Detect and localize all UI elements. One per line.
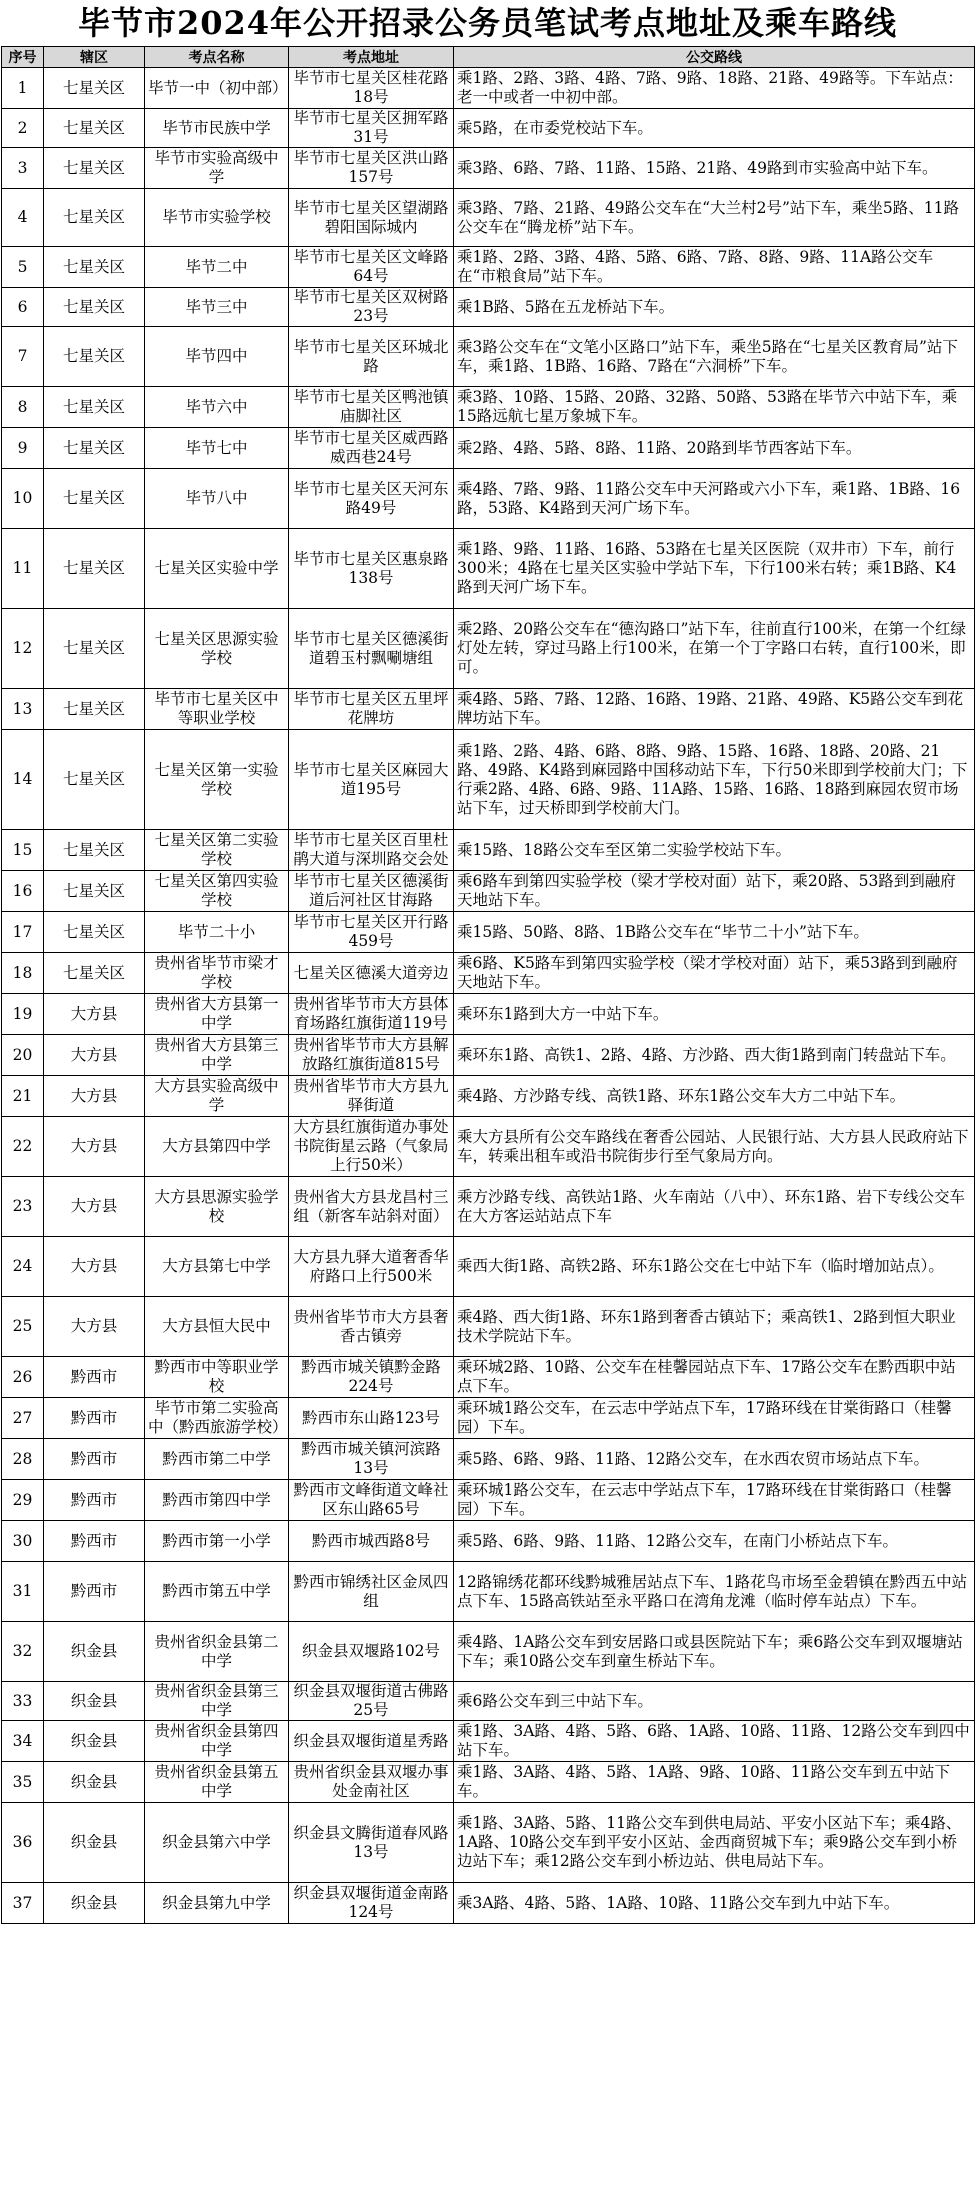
cell-bus-route: 乘2路、4路、5路、8路、11路、20路到毕节西客站下车。 (454, 428, 975, 469)
cell-venue-address: 织金县双堰街道金南路124号 (289, 1883, 454, 1924)
cell-bus-route: 乘环城2路、10路、公交车在桂馨园站点下车、17路公交车在黔西职中站点下车。 (454, 1357, 975, 1398)
cell-venue-address: 毕节市七星关区望湖路碧阳国际城内 (289, 189, 454, 247)
cell-venue-name: 大方县第七中学 (145, 1237, 289, 1297)
cell-no: 35 (2, 1762, 44, 1803)
cell-no: 33 (2, 1682, 44, 1721)
table-row (2, 247, 975, 288)
cell-venue-name: 七星关区第一实验学校 (145, 730, 289, 830)
cell-venue-name: 黔西市中等职业学校 (145, 1357, 289, 1398)
cell-bus-route: 乘环东1路到大方一中站下车。 (454, 994, 975, 1035)
cell-bus-route: 乘5路，在市委党校站下车。 (454, 109, 975, 148)
cell-bus-route: 乘3路、7路、21路、49路公交车在“大兰村2号”站下车，乘坐5路、11路公交车在“腾龙桥”站下车。 (454, 189, 975, 247)
cell-no: 8 (2, 387, 44, 428)
cell-no: 26 (2, 1357, 44, 1398)
table-row (2, 1035, 975, 1076)
cell-venue-name: 毕节市实验高级中学 (145, 148, 289, 189)
table-row (2, 1480, 975, 1521)
cell-venue-name: 七星关区思源实验学校 (145, 609, 289, 689)
cell-venue-address: 黔西市东山路123号 (289, 1398, 454, 1439)
cell-bus-route: 乘15路、50路、8路、1B路公交车在“毕节二十小”站下车。 (454, 912, 975, 953)
cell-venue-address: 毕节市七星关区鸭池镇庙脚社区 (289, 387, 454, 428)
cell-bus-route: 乘3路、6路、7路、11路、15路、21路、49路到市实验高中站下车。 (454, 148, 975, 189)
cell-no: 29 (2, 1480, 44, 1521)
cell-venue-address: 织金县双堰路102号 (289, 1622, 454, 1682)
cell-venue-address: 毕节市七星关区环城北路 (289, 327, 454, 387)
table-row (2, 148, 975, 189)
cell-bus-route: 乘环城1路公交车，在云志中学站点下车，17路环线在甘棠街路口（桂馨园）下车。 (454, 1398, 975, 1439)
cell-no: 23 (2, 1177, 44, 1237)
cell-no: 7 (2, 327, 44, 387)
cell-no: 5 (2, 247, 44, 288)
table-row (2, 1562, 975, 1622)
header-no: 序号 (2, 47, 44, 68)
cell-venue-address: 毕节市七星关区百里杜鹃大道与深圳路交会处 (289, 830, 454, 871)
cell-venue-address: 贵州省织金县双堰办事处金南社区 (289, 1762, 454, 1803)
cell-district: 织金县 (44, 1762, 145, 1803)
cell-district: 黔西市 (44, 1562, 145, 1622)
cell-venue-name: 毕节市七星关区中等职业学校 (145, 689, 289, 730)
cell-venue-address: 毕节市七星关区洪山路157号 (289, 148, 454, 189)
cell-bus-route: 乘5路、6路、9路、11路、12路公交车，在南门小桥站点下车。 (454, 1521, 975, 1562)
cell-no: 31 (2, 1562, 44, 1622)
cell-bus-route: 乘4路、7路、9路、11路公交车中天河路或六小下车，乘1路、1B路、16路，53路、K4路到天河广场下车。 (454, 469, 975, 529)
cell-venue-address: 毕节市七星关区惠泉路138号 (289, 529, 454, 609)
table-row (2, 428, 975, 469)
cell-bus-route: 乘6路、K5路车到第四实验学校（梁才学校对面）站下，乘53路到到融府天地站下车。 (454, 953, 975, 994)
cell-no: 25 (2, 1297, 44, 1357)
cell-venue-name: 黔西市第五中学 (145, 1562, 289, 1622)
cell-no: 3 (2, 148, 44, 189)
table-row (2, 529, 975, 609)
cell-venue-name: 织金县第六中学 (145, 1803, 289, 1883)
table-row (2, 871, 975, 912)
cell-bus-route: 乘6路车到第四实验学校（梁才学校对面）站下，乘20路、53路到到融府天地站下车。 (454, 871, 975, 912)
cell-venue-name: 大方县第四中学 (145, 1117, 289, 1177)
cell-bus-route: 乘4路、1A路公交车到安居路口或县医院站下车；乘6路公交车到双堰塘站下车；乘10路公交车到童生桥站下车。 (454, 1622, 975, 1682)
cell-venue-address: 毕节市七星关区威西路威西巷24号 (289, 428, 454, 469)
table-row (2, 1117, 975, 1177)
cell-no: 20 (2, 1035, 44, 1076)
cell-venue-name: 贵州省大方县第三中学 (145, 1035, 289, 1076)
cell-no: 10 (2, 469, 44, 529)
cell-bus-route: 乘4路、西大街1路、环东1路到奢香古镇站下；乘高铁1、2路到恒大职业技术学院站下车。 (454, 1297, 975, 1357)
cell-district: 织金县 (44, 1622, 145, 1682)
cell-no: 21 (2, 1076, 44, 1117)
cell-venue-name: 毕节三中 (145, 288, 289, 327)
table-row (2, 1357, 975, 1398)
cell-district: 七星关区 (44, 953, 145, 994)
cell-bus-route: 乘1B路、5路在五龙桥站下车。 (454, 288, 975, 327)
cell-venue-address: 毕节市七星关区开行路459号 (289, 912, 454, 953)
cell-bus-route: 乘1路、2路、3路、4路、5路、6路、7路、8路、9路、11A路公交车在“市粮食局”站下车。 (454, 247, 975, 288)
cell-venue-address: 织金县双堰街道星秀路 (289, 1721, 454, 1762)
cell-venue-address: 毕节市七星关区桂花路18号 (289, 68, 454, 109)
cell-venue-name: 贵州省织金县第四中学 (145, 1721, 289, 1762)
cell-district: 七星关区 (44, 469, 145, 529)
cell-venue-address: 黔西市城关镇黔金路224号 (289, 1357, 454, 1398)
table-row (2, 109, 975, 148)
cell-venue-name: 贵州省织金县第三中学 (145, 1682, 289, 1721)
table-row (2, 830, 975, 871)
table-row (2, 1076, 975, 1117)
cell-venue-name: 毕节四中 (145, 327, 289, 387)
cell-venue-address: 贵州省毕节市大方县解放路红旗街道815号 (289, 1035, 454, 1076)
cell-venue-address: 黔西市锦绣社区金凤四组 (289, 1562, 454, 1622)
cell-no: 22 (2, 1117, 44, 1177)
table-row (2, 288, 975, 327)
table-row (2, 994, 975, 1035)
cell-no: 17 (2, 912, 44, 953)
cell-bus-route: 乘1路、3A路、4路、5路、6路、1A路、10路、11路、12路公交车到四中站下车。 (454, 1721, 975, 1762)
cell-bus-route: 乘1路、9路、11路、16路、53路在七星关区医院（双井市）下车，前行300米；4路在七星关区实验中学站下车，下行100米右转；乘1B路、K4路到天河广场下车。 (454, 529, 975, 609)
cell-no: 34 (2, 1721, 44, 1762)
cell-district: 七星关区 (44, 428, 145, 469)
table-row (2, 327, 975, 387)
cell-district: 七星关区 (44, 109, 145, 148)
cell-venue-name: 毕节市第二实验高中（黔西旅游学校） (145, 1398, 289, 1439)
cell-no: 32 (2, 1622, 44, 1682)
cell-bus-route: 乘3路公交车在“文笔小区路口”站下车，乘坐5路在“七星关区教育局”站下车，乘1路、1B路、16路、7路在“六洞桥”下车。 (454, 327, 975, 387)
table-row (2, 1622, 975, 1682)
cell-district: 织金县 (44, 1803, 145, 1883)
cell-bus-route: 乘4路、5路、7路、12路、16路、19路、21路、49路、K5路公交车到花牌坊站下车。 (454, 689, 975, 730)
cell-venue-address: 毕节市七星关区文峰路64号 (289, 247, 454, 288)
cell-venue-name: 贵州省织金县第二中学 (145, 1622, 289, 1682)
header-bus-route: 公交路线 (454, 47, 975, 68)
cell-venue-name: 黔西市第四中学 (145, 1480, 289, 1521)
table-row (2, 953, 975, 994)
cell-venue-name: 毕节二十小 (145, 912, 289, 953)
cell-venue-name: 黔西市第二中学 (145, 1439, 289, 1480)
cell-venue-address: 贵州省毕节市大方县体育场路红旗街道119号 (289, 994, 454, 1035)
cell-bus-route: 乘15路、18路公交车至区第二实验学校站下车。 (454, 830, 975, 871)
cell-venue-name: 七星关区第二实验学校 (145, 830, 289, 871)
cell-venue-name: 七星关区实验中学 (145, 529, 289, 609)
cell-no: 16 (2, 871, 44, 912)
table-row (2, 689, 975, 730)
cell-venue-address: 织金县双堰街道古佛路25号 (289, 1682, 454, 1721)
table-row (2, 387, 975, 428)
cell-no: 36 (2, 1803, 44, 1883)
cell-no: 9 (2, 428, 44, 469)
cell-bus-route: 乘1路、3A路、5路、11路公交车到供电局站、平安小区站下车；乘4路、1A路、10路公交车到平安小区站、金西商贸城下车；乘9路公交车到小桥边站下车；乘12路公交车到小桥边站、供电局站下车。 (454, 1803, 975, 1883)
cell-venue-name: 毕节八中 (145, 469, 289, 529)
exam-venue-table (1, 46, 975, 1924)
cell-venue-address: 贵州省毕节市大方县九驿街道 (289, 1076, 454, 1117)
cell-no: 13 (2, 689, 44, 730)
cell-district: 黔西市 (44, 1398, 145, 1439)
cell-district: 七星关区 (44, 830, 145, 871)
table-header (2, 47, 975, 68)
table-row (2, 189, 975, 247)
cell-district: 大方县 (44, 994, 145, 1035)
cell-district: 七星关区 (44, 327, 145, 387)
table-row (2, 1721, 975, 1762)
cell-no: 37 (2, 1883, 44, 1924)
table-row (2, 912, 975, 953)
cell-bus-route: 乘环城1路公交车，在云志中学站点下车，17路环线在甘棠街路口（桂馨园）下车。 (454, 1480, 975, 1521)
cell-venue-address: 毕节市七星关区德溪街道后河社区甘海路 (289, 871, 454, 912)
table-row (2, 1177, 975, 1237)
cell-venue-name: 毕节二中 (145, 247, 289, 288)
cell-no: 27 (2, 1398, 44, 1439)
cell-no: 30 (2, 1521, 44, 1562)
cell-no: 14 (2, 730, 44, 830)
cell-venue-name: 大方县思源实验学校 (145, 1177, 289, 1237)
cell-venue-name: 织金县第九中学 (145, 1883, 289, 1924)
cell-district: 黔西市 (44, 1357, 145, 1398)
table-row (2, 1439, 975, 1480)
cell-venue-name: 毕节市民族中学 (145, 109, 289, 148)
header-row (2, 47, 975, 68)
cell-no: 24 (2, 1237, 44, 1297)
cell-no: 12 (2, 609, 44, 689)
cell-no: 18 (2, 953, 44, 994)
cell-venue-address: 大方县九驿大道奢香华府路口上行500米 (289, 1237, 454, 1297)
cell-district: 大方县 (44, 1117, 145, 1177)
cell-bus-route: 乘3路、10路、15路、20路、32路、50路、53路在毕节六中站下车，乘15路远航七星万象城下车。 (454, 387, 975, 428)
cell-venue-address: 毕节市七星关区双树路23号 (289, 288, 454, 327)
cell-district: 七星关区 (44, 689, 145, 730)
table-row (2, 1237, 975, 1297)
cell-district: 七星关区 (44, 68, 145, 109)
cell-district: 黔西市 (44, 1521, 145, 1562)
cell-venue-address: 毕节市七星关区五里坪花牌坊 (289, 689, 454, 730)
table-row (2, 730, 975, 830)
cell-district: 七星关区 (44, 609, 145, 689)
table-row (2, 1297, 975, 1357)
cell-venue-address: 大方县红旗街道办事处书院街星云路（气象局上行50米） (289, 1117, 454, 1177)
cell-venue-address: 贵州省毕节市大方县奢香古镇旁 (289, 1297, 454, 1357)
cell-venue-name: 大方县实验高级中学 (145, 1076, 289, 1117)
table-row (2, 1883, 975, 1924)
cell-district: 大方县 (44, 1177, 145, 1237)
cell-district: 七星关区 (44, 189, 145, 247)
cell-bus-route: 乘2路、20路公交车在“德沟路口”站下车，往前直行100米，在第一个红绿灯处左转，穿过马路上行100米，在第一个丁字路口右转，直行100米，即可。 (454, 609, 975, 689)
cell-venue-address: 七星关区德溪大道旁边 (289, 953, 454, 994)
cell-no: 19 (2, 994, 44, 1035)
cell-no: 4 (2, 189, 44, 247)
cell-venue-address: 毕节市七星关区麻园大道195号 (289, 730, 454, 830)
cell-bus-route: 乘西大街1路、高铁2路、环东1路公交在七中站下车（临时增加站点）。 (454, 1237, 975, 1297)
cell-venue-name: 贵州省织金县第五中学 (145, 1762, 289, 1803)
cell-venue-address: 织金县文腾街道春风路13号 (289, 1803, 454, 1883)
cell-venue-name: 毕节七中 (145, 428, 289, 469)
cell-venue-address: 贵州省大方县龙昌村三组（新客车站斜对面） (289, 1177, 454, 1237)
cell-district: 七星关区 (44, 912, 145, 953)
cell-venue-name: 大方县恒大民中 (145, 1297, 289, 1357)
cell-district: 七星关区 (44, 247, 145, 288)
cell-venue-name: 七星关区第四实验学校 (145, 871, 289, 912)
cell-district: 大方县 (44, 1237, 145, 1297)
cell-district: 七星关区 (44, 387, 145, 428)
cell-bus-route: 12路锦绣花都环线黔城雅居站点下车、1路花鸟市场至金碧镇在黔西五中站点下车、15路高铁站至永平路口在湾角龙滩（临时停车站点）下车。 (454, 1562, 975, 1622)
cell-venue-address: 黔西市城关镇河滨路13号 (289, 1439, 454, 1480)
table-row (2, 1803, 975, 1883)
cell-venue-name: 毕节市实验学校 (145, 189, 289, 247)
cell-venue-address: 毕节市七星关区德溪街道碧玉村飘唰塘组 (289, 609, 454, 689)
cell-district: 织金县 (44, 1883, 145, 1924)
table-row (2, 1762, 975, 1803)
cell-district: 大方县 (44, 1076, 145, 1117)
cell-venue-name: 黔西市第一小学 (145, 1521, 289, 1562)
cell-no: 28 (2, 1439, 44, 1480)
table-row (2, 1521, 975, 1562)
cell-district: 七星关区 (44, 529, 145, 609)
cell-venue-address: 毕节市七星关区天河东路49号 (289, 469, 454, 529)
table-row (2, 1398, 975, 1439)
cell-district: 黔西市 (44, 1439, 145, 1480)
page-title: 毕节市2024年公开招录公务员笔试考点地址及乘车路线 (77, 4, 898, 42)
cell-bus-route: 乘大方县所有公交车路线在奢香公园站、人民银行站、大方县人民政府站下车，转乘出租车或沿书院街步行至气象局方向。 (454, 1117, 975, 1177)
cell-venue-address: 黔西市文峰街道文峰社区东山路65号 (289, 1480, 454, 1521)
cell-bus-route: 乘1路、2路、4路、6路、8路、9路、15路、16路、18路、20路、21路、49路、K4路到麻园路中国移动站下车，下行50米即到学校前大门；下行乘2路、4路、6路、9路、11A路、15路、16路、18路到麻园农贸市场站下车，过天桥即到学校前大门。 (454, 730, 975, 830)
cell-district: 七星关区 (44, 730, 145, 830)
cell-bus-route: 乘方沙路专线、高铁站1路、火车南站（八中）、环东1路、岩下专线公交车在大方客运站站点下车 (454, 1177, 975, 1237)
cell-no: 11 (2, 529, 44, 609)
cell-bus-route: 乘环东1路、高铁1、2路、4路、方沙路、西大街1路到南门转盘站下车。 (454, 1035, 975, 1076)
header-district: 辖区 (44, 47, 145, 68)
cell-bus-route: 乘3A路、4路、5路、1A路、10路、11路公交车到九中站下车。 (454, 1883, 975, 1924)
cell-no: 15 (2, 830, 44, 871)
cell-no: 6 (2, 288, 44, 327)
cell-bus-route: 乘4路、方沙路专线、高铁1路、环东1路公交车大方二中站下车。 (454, 1076, 975, 1117)
cell-venue-name: 贵州省大方县第一中学 (145, 994, 289, 1035)
table-row (2, 469, 975, 529)
cell-venue-name: 毕节一中（初中部） (145, 68, 289, 109)
cell-district: 黔西市 (44, 1480, 145, 1521)
cell-district: 大方县 (44, 1035, 145, 1076)
cell-venue-name: 贵州省毕节市梁才学校 (145, 953, 289, 994)
header-venue-name: 考点名称 (145, 47, 289, 68)
cell-district: 织金县 (44, 1721, 145, 1762)
cell-district: 织金县 (44, 1682, 145, 1721)
table-row (2, 68, 975, 109)
header-venue-address: 考点地址 (289, 47, 454, 68)
cell-bus-route: 乘1路、2路、3路、4路、7路、9路、18路、21路、49路等。下车站点：老一中或者一中初中部。 (454, 68, 975, 109)
cell-no: 2 (2, 109, 44, 148)
cell-bus-route: 乘6路公交车到三中站下车。 (454, 1682, 975, 1721)
cell-district: 七星关区 (44, 871, 145, 912)
cell-no: 1 (2, 68, 44, 109)
table-row (2, 609, 975, 689)
cell-venue-address: 黔西市城西路8号 (289, 1521, 454, 1562)
cell-venue-address: 毕节市七星关区拥军路31号 (289, 109, 454, 148)
cell-district: 七星关区 (44, 288, 145, 327)
cell-bus-route: 乘5路、6路、9路、11路、12路公交车，在水西农贸市场站点下车。 (454, 1439, 975, 1480)
cell-district: 大方县 (44, 1297, 145, 1357)
table-body (2, 68, 975, 1924)
cell-venue-name: 毕节六中 (145, 387, 289, 428)
table-row (2, 1682, 975, 1721)
cell-district: 七星关区 (44, 148, 145, 189)
cell-bus-route: 乘1路、3A路、4路、5路、1A路、9路、10路、11路公交车到五中站下车。 (454, 1762, 975, 1803)
